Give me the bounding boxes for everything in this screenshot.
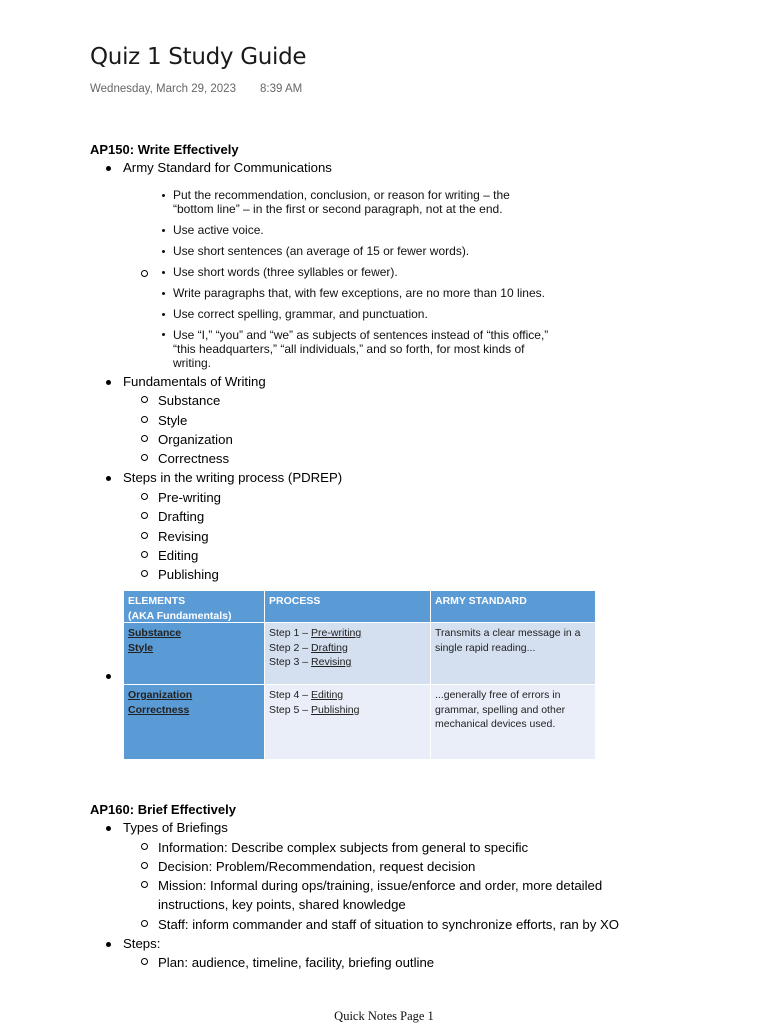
sub-bullet-icon [141, 843, 148, 850]
list-item: Pre-writing [158, 490, 222, 505]
sub-bullet-icon [141, 512, 148, 519]
sub-bullet-icon [141, 920, 148, 927]
table-cell-text: Style [128, 641, 154, 654]
table-cell-link: Pre-writing [311, 627, 362, 639]
table-header-cell: ARMY STANDARD [431, 591, 595, 622]
sub-bullet-icon [141, 435, 148, 442]
sub-bullet-icon [141, 532, 148, 539]
standard-line: Use correct spelling, grammar, and punctuation. [173, 307, 428, 321]
table-cell-link: Publishing [311, 703, 360, 716]
table-cell [265, 685, 430, 759]
table-cell-text: single rapid reading... [435, 641, 536, 654]
fundamentals-table [124, 591, 595, 759]
list-item: Style [158, 413, 188, 428]
sub-bullet-icon [141, 270, 148, 277]
sub-bullet-icon [141, 396, 148, 403]
list-item: Fundamentals of Writing [123, 374, 266, 389]
table-cell-text: ...generally free of errors in [435, 689, 561, 701]
table-cell-text: mechanical devices used. [435, 718, 556, 730]
page-date: Wednesday, March 29, 2023 [90, 83, 236, 95]
section-heading-ap150: AP150: Write Effectively [90, 142, 239, 157]
army-standard-image [157, 183, 597, 373]
list-item: Revising [158, 529, 209, 544]
list-item: Correctness [158, 451, 230, 466]
standard-line: Use short words (three syllables or fewer). [173, 265, 398, 279]
table-header-label: ELEMENTS [128, 595, 186, 607]
table-cell-text: Organization [128, 689, 193, 701]
bullet-icon [162, 229, 165, 232]
list-item: Publishing [158, 567, 219, 582]
table-cell-text: Step 2 – [269, 641, 312, 654]
standard-line: Use active voice. [173, 223, 264, 237]
list-item: Types of Briefings [123, 820, 228, 835]
table-cell [124, 685, 264, 759]
bullet-icon [106, 476, 111, 481]
bullet-icon [162, 313, 165, 316]
bullet-icon [106, 674, 111, 679]
table-cell-link: Revising [311, 656, 352, 668]
table-cell-line [269, 641, 426, 656]
table-cell-text: Step 3 – [269, 656, 312, 668]
table-cell-line [269, 626, 426, 641]
list-item: Steps: [123, 936, 161, 951]
list-item: Organization [158, 432, 233, 447]
list-item-continuation: instructions, key points, shared knowledge [158, 897, 406, 912]
page-time: 8:39 AM [260, 83, 303, 95]
sub-bullet-icon [141, 551, 148, 558]
list-item: Decision: Problem/Recommendation, request decision [158, 859, 476, 874]
table-cell-link: Editing [311, 689, 344, 701]
bullet-icon [106, 942, 111, 947]
table-cell-text: Correctness [128, 703, 190, 716]
sub-bullet-icon [141, 958, 148, 965]
bullet-icon [162, 271, 165, 274]
sub-bullet-icon [141, 570, 148, 577]
table-header-cell: PROCESS [265, 591, 430, 622]
bullet-icon [162, 194, 165, 197]
list-item: Information: Describe complex subjects from general to specific [158, 840, 529, 855]
table-cell [124, 623, 264, 684]
table-cell-text: Step 4 – [269, 689, 312, 701]
table-cell-text: Step 5 – [269, 703, 312, 716]
bullet-icon [162, 333, 165, 336]
bullet-icon [106, 826, 111, 831]
bullet-icon [106, 166, 111, 171]
list-item: Mission: Informal during ops/training, issue/enforce and order, more detailed [158, 878, 603, 893]
list-item: Editing [158, 548, 199, 563]
page-title: Quiz 1 Study Guide [90, 44, 307, 70]
table-cell-text: Step 1 – [269, 627, 312, 639]
table-cell-line [269, 655, 426, 670]
standard-line: writing. [173, 356, 212, 370]
standard-line: Use “I,” “you” and “we” as subjects of sentences instead of “this office,” [173, 328, 549, 342]
list-item: Army Standard for Communications [123, 160, 332, 175]
bullet-icon [162, 250, 165, 253]
page-footer: Quick Notes Page 1 [334, 1009, 434, 1023]
list-item: Plan: audience, timeline, facility, briefing outline [158, 955, 435, 970]
table-cell-text: Substance [128, 627, 182, 639]
table-cell [265, 623, 430, 684]
standard-line: “this headquarters,” “all individuals,” and so forth, for most kinds of [173, 342, 525, 356]
table-cell [431, 685, 595, 759]
sub-bullet-icon [141, 881, 148, 888]
table-cell-line [269, 703, 426, 718]
table-header-label: (AKA Fundamentals) [128, 609, 232, 622]
table-cell [431, 623, 595, 684]
standard-line: Put the recommendation, conclusion, or reason for writing – the [173, 188, 510, 202]
list-item: Staff: inform commander and staff of situation to synchronize efforts, ran by XO [158, 917, 620, 932]
standard-line: Write paragraphs that, with few exceptions, are no more than 10 lines. [173, 286, 545, 300]
list-item: Drafting [158, 509, 205, 524]
sub-bullet-icon [141, 416, 148, 423]
section-heading-ap160: AP160: Brief Effectively [90, 802, 236, 817]
sub-bullet-icon [141, 862, 148, 869]
list-item: Substance [158, 393, 221, 408]
bullet-icon [162, 292, 165, 295]
list-item: Steps in the writing process (PDREP) [123, 470, 343, 485]
table-cell-link: Drafting [311, 641, 348, 654]
sub-bullet-icon [141, 454, 148, 461]
sub-bullet-icon [141, 493, 148, 500]
table-cell-text: Transmits a clear message in a [435, 627, 581, 639]
table-header-cell [124, 591, 264, 622]
table-cell-text: grammar, spelling and other [435, 703, 566, 716]
table-cell-line [269, 688, 426, 703]
standard-line: “bottom line” – in the first or second paragraph, not at the end. [173, 202, 503, 216]
bullet-icon [106, 380, 111, 385]
standard-line: Use short sentences (an average of 15 or fewer words). [173, 244, 470, 258]
